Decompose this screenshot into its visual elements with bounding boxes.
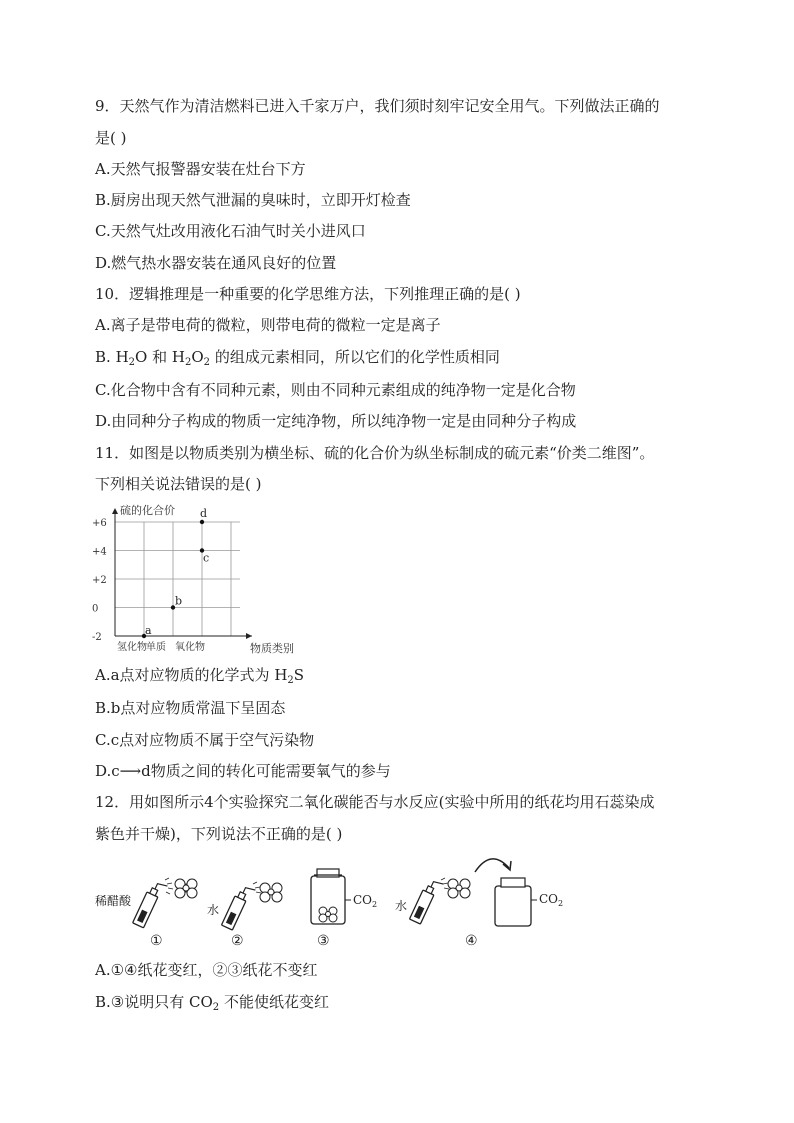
data-point-label: d [200, 507, 208, 520]
chart-xlabel: 物质类别 [250, 642, 294, 655]
q12-stem-line2: 紫色并干燥)，下列说法不正确的是( ) [95, 825, 343, 843]
y-tick-label: 0 [92, 603, 99, 615]
q9-option-a: A.天然气报警器安装在灶台下方 [95, 160, 306, 178]
q10-option-b-prefix: B. [95, 348, 116, 366]
formula-h2o2: $H_2O_2$ [171, 348, 211, 368]
data-point-label: a [145, 624, 152, 637]
formula-h2s: $H_2S$ [274, 666, 305, 686]
q10-option-a: A.离子是带电荷的微粒，则带电荷的微粒一定是离子 [95, 316, 441, 334]
formula-h2o: $H_2O$ [115, 348, 148, 368]
x-tick-label: 氢化物 [117, 642, 147, 653]
label-co2-4: $CO_2$ [539, 892, 564, 908]
data-point-label: c [203, 551, 210, 565]
q11-option-a: A.a点对应物质的化学式为 $H_2S$ [95, 666, 305, 686]
experiment-number-4: ④ [465, 933, 478, 949]
gas-jar-icon [495, 878, 531, 926]
x-axis-arrow-icon [246, 633, 252, 639]
formula-co2: $CO_2$ [189, 993, 220, 1013]
experiment-number-2: ② [231, 933, 244, 949]
experiment-number-3: ③ [317, 933, 330, 949]
data-point-label: b [175, 594, 183, 608]
spray-bottle-icon [221, 883, 255, 931]
co2-experiment-figure [95, 850, 595, 950]
experiment-3 [311, 869, 377, 949]
label-water-4: 水 [395, 899, 408, 913]
experiment-1 [95, 878, 197, 949]
paper-flower-icon [175, 879, 197, 898]
q11-stem-line2: 下列相关说法错误的是( ) [95, 475, 262, 493]
y-axis-arrow-icon [112, 508, 118, 514]
x-tick-label: 氧化物 [175, 642, 205, 653]
y-tick-label: -2 [92, 632, 102, 643]
y-tick-label: +6 [92, 518, 107, 529]
experiment-number-1: ① [150, 933, 163, 949]
q11-option-c: C.c点对应物质不属于空气污染物 [95, 731, 315, 749]
q11-option-b: B.b点对应物质常温下呈固态 [95, 699, 286, 717]
valence-class-chart [90, 502, 300, 660]
q9-option-c: C.天然气灶改用液化石油气时关小进风口 [95, 222, 366, 240]
q11-stem-line1: 11．如图是以物质类别为横坐标、硫的化合价为纵坐标制成的硫元素“价类二维图”。 [95, 444, 655, 462]
y-tick-label: +4 [92, 546, 107, 558]
q9-option-d: D.燃气热水器安装在通风良好的位置 [95, 254, 337, 272]
x-tick-label: 单质 [146, 642, 166, 653]
q9-stem-line1: 9．天然气作为清洁燃料已进入千家万户，我们须时刻牢记安全用气。下列做法正确的 [95, 97, 660, 115]
chart-ylabel: 硫的化合价 [120, 504, 175, 517]
q12-option-b: B.③说明只有 $CO_2$ 不能使纸花变红 [95, 993, 329, 1013]
q9-stem-line2: 是( ) [95, 129, 127, 147]
q10-option-c: C.化合物中含有不同种元素，则由不同种元素组成的纯净物一定是化合物 [95, 381, 576, 399]
paper-flower-icon [448, 879, 470, 898]
label-water-2: 水 [207, 903, 220, 917]
label-co2-3: $CO_2$ [353, 893, 378, 909]
q10-stem: 10．逻辑推理是一种重要的化学思维方法，下列推理正确的是( ) [95, 285, 521, 303]
q12-stem-line1: 12．用如图所示4个实验探究二氧化碳能否与水反应(实验中所用的纸花均用石蕊染成 [95, 793, 655, 811]
experiment-2 [207, 882, 282, 949]
experiment-4 [395, 859, 563, 949]
q10-option-b: B. $H_2O$ 和 $H_2O_2$ 的组成元素相同，所以它们的化学性质相同 [95, 348, 500, 368]
q9-option-b: B.厨房出现天然气泄漏的臭味时，立即开灯检查 [95, 191, 411, 209]
q11-option-d: D.c⟶d物质之间的转化可能需要氧气的参与 [95, 762, 391, 780]
paper-flower-icon [260, 883, 282, 902]
data-point [200, 520, 204, 524]
spray-bottle-icon [133, 879, 168, 929]
label-dilute-acetic-acid: 稀醋酸 [95, 894, 132, 908]
y-tick-label: +2 [92, 575, 107, 586]
spray-bottle-icon [409, 877, 443, 925]
q10-option-d: D.由同种分子构成的物质一定纯净物，所以纯净物一定是由同种分子构成 [95, 412, 577, 430]
q12-option-a: A.①④纸花变红，②③纸花不变红 [95, 961, 318, 979]
